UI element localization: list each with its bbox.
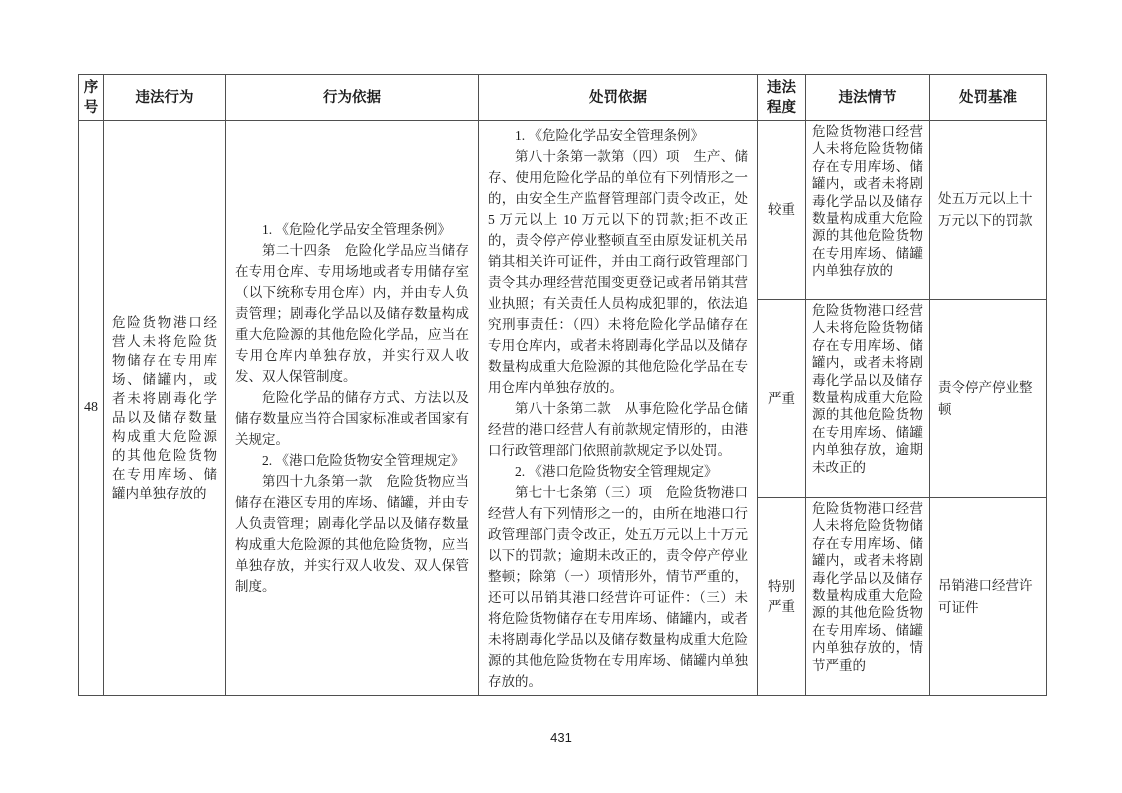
penalty-basis-paragraph: 第七十七条第（三）项 危险货物港口经营人有下列情形之一的，由所在地港口行政管理部门责令改正，处五万元以上十万元以下的罚款；逾期未改正的，责令停产停业整顿；除第（一）项情形外，情节严重的，还可以吊销其港口经营许可证件：（三）未将危险货物储存在专用库场、储罐内，或者未将剧毒化学品以及储存数量构成重大危险源的其他危险货物在专用库场、储罐内单独存放的。 xyxy=(488,484,748,689)
table-row-48-subrow-1 xyxy=(79,121,1047,300)
act-basis-paragraph: 2. 《港口危险货物安全管理规定》 xyxy=(262,453,465,468)
cell-standard-extremely-severe: 吊销港口经营许可证件 xyxy=(930,498,1047,696)
cell-degree-extremely-severe: 特别严重 xyxy=(758,498,806,696)
penalty-basis-paragraph: 第八十条第一款第（四）项 生产、储存、使用危险化学品的单位有下列情形之一的，由安全生产监督管理部门责令改正，处 5 万元以上 10 万元以下的罚款;拒不改正的，责令停产停业整顿直至由原发证机关吊销其相关许可证件，并由工商行政管理部门责令其办理经营范围变更登记或者吊销其营业执照；有关责任人员构成犯罪的，依法追究刑事责任：（四）未将危险化学品储存在专用仓库内，或者未将剧毒化学品以及储存数量构成重大危险源的其他危险化学品在专用仓库内单独存放的。 xyxy=(488,148,748,395)
cell-illegal-act: 危险货物港口经营人未将危险货物储存在专用库场、储罐内，或者未将剧毒化学品以及储存数量构成重大危险源的其他危险货物在专用库场、储罐内单独存放的 xyxy=(104,121,226,696)
header-cell-act-basis: 行为依据 xyxy=(226,75,479,121)
cell-seq-number: 48 xyxy=(79,121,104,696)
penalty-rule-table xyxy=(78,74,1047,696)
header-cell-penalty-standard: 处罚基准 xyxy=(930,75,1047,121)
cell-act-basis xyxy=(226,121,479,696)
penalty-basis-paragraph: 1. 《危险化学品安全管理条例》 xyxy=(515,127,704,143)
cell-degree-severe: 严重 xyxy=(758,300,806,498)
act-basis-paragraph: 危险化学品的储存方式、方法以及储存数量应当符合国家标准或者国家有关规定。 xyxy=(235,390,469,447)
header-cell-violation-degree: 违法程度 xyxy=(758,75,806,121)
penalty-basis-paragraph: 2. 《港口危险货物安全管理规定》 xyxy=(515,463,718,479)
cell-circumstance-extremely-severe: 危险货物港口经营人未将危险货物储存在专用库场、储罐内，或者未将剧毒化学品以及储存数量构成重大危险源的其他危险货物在专用库场、储罐内单独存放的，情节严重的 xyxy=(806,498,930,696)
page-number: 431 xyxy=(550,730,572,745)
act-basis-paragraph: 第二十四条 危险化学品应当储存在专用仓库、专用场地或者专用储存室（以下统称专用仓库）内，并由专人负责管理；剧毒化学品以及储存数量构成重大危险源的其他危险化学品，应当在专用仓库内单独存放，并实行双人收发、双人保管制度。 xyxy=(235,243,469,384)
cell-circumstance-moderate: 危险货物港口经营人未将危险货物储存在专用库场、储罐内，或者未将剧毒化学品以及储存数量构成重大危险源的其他危险货物在专用库场、储罐内单独存放的 xyxy=(806,121,930,300)
header-cell-illegal-act: 违法行为 xyxy=(104,75,226,121)
cell-penalty-basis xyxy=(479,121,758,696)
act-basis-paragraph: 第四十九条第一款 危险货物应当储存在港区专用的库场、储罐，并由专人负责管理；剧毒化学品以及储存数量构成重大危险源的其他危险货物，应当单独存放，并实行双人收发、双人保管制度。 xyxy=(235,474,469,594)
cell-circumstance-severe: 危险货物港口经营人未将危险货物储存在专用库场、储罐内，或者未将剧毒化学品以及储存数量构成重大危险源的其他危险货物在专用库场、储罐内单独存放，逾期未改正的 xyxy=(806,300,930,498)
cell-degree-moderate: 较重 xyxy=(758,121,806,300)
table-header-row xyxy=(79,75,1047,121)
header-cell-seq: 序号 xyxy=(79,75,104,121)
cell-standard-severe: 责令停产停业整顿 xyxy=(930,300,1047,498)
cell-standard-moderate: 处五万元以上十万元以下的罚款 xyxy=(930,121,1047,300)
penalty-basis-paragraph: 第八十条第二款 从事危险化学品仓储经营的港口经营人有前款规定情形的，由港口行政管理部门依照前款规定予以处罚。 xyxy=(488,400,748,458)
header-cell-penalty-basis: 处罚依据 xyxy=(479,75,758,121)
header-cell-violation-circumstance: 违法情节 xyxy=(806,75,930,121)
act-basis-paragraph: 1. 《危险化学品安全管理条例》 xyxy=(262,222,451,237)
